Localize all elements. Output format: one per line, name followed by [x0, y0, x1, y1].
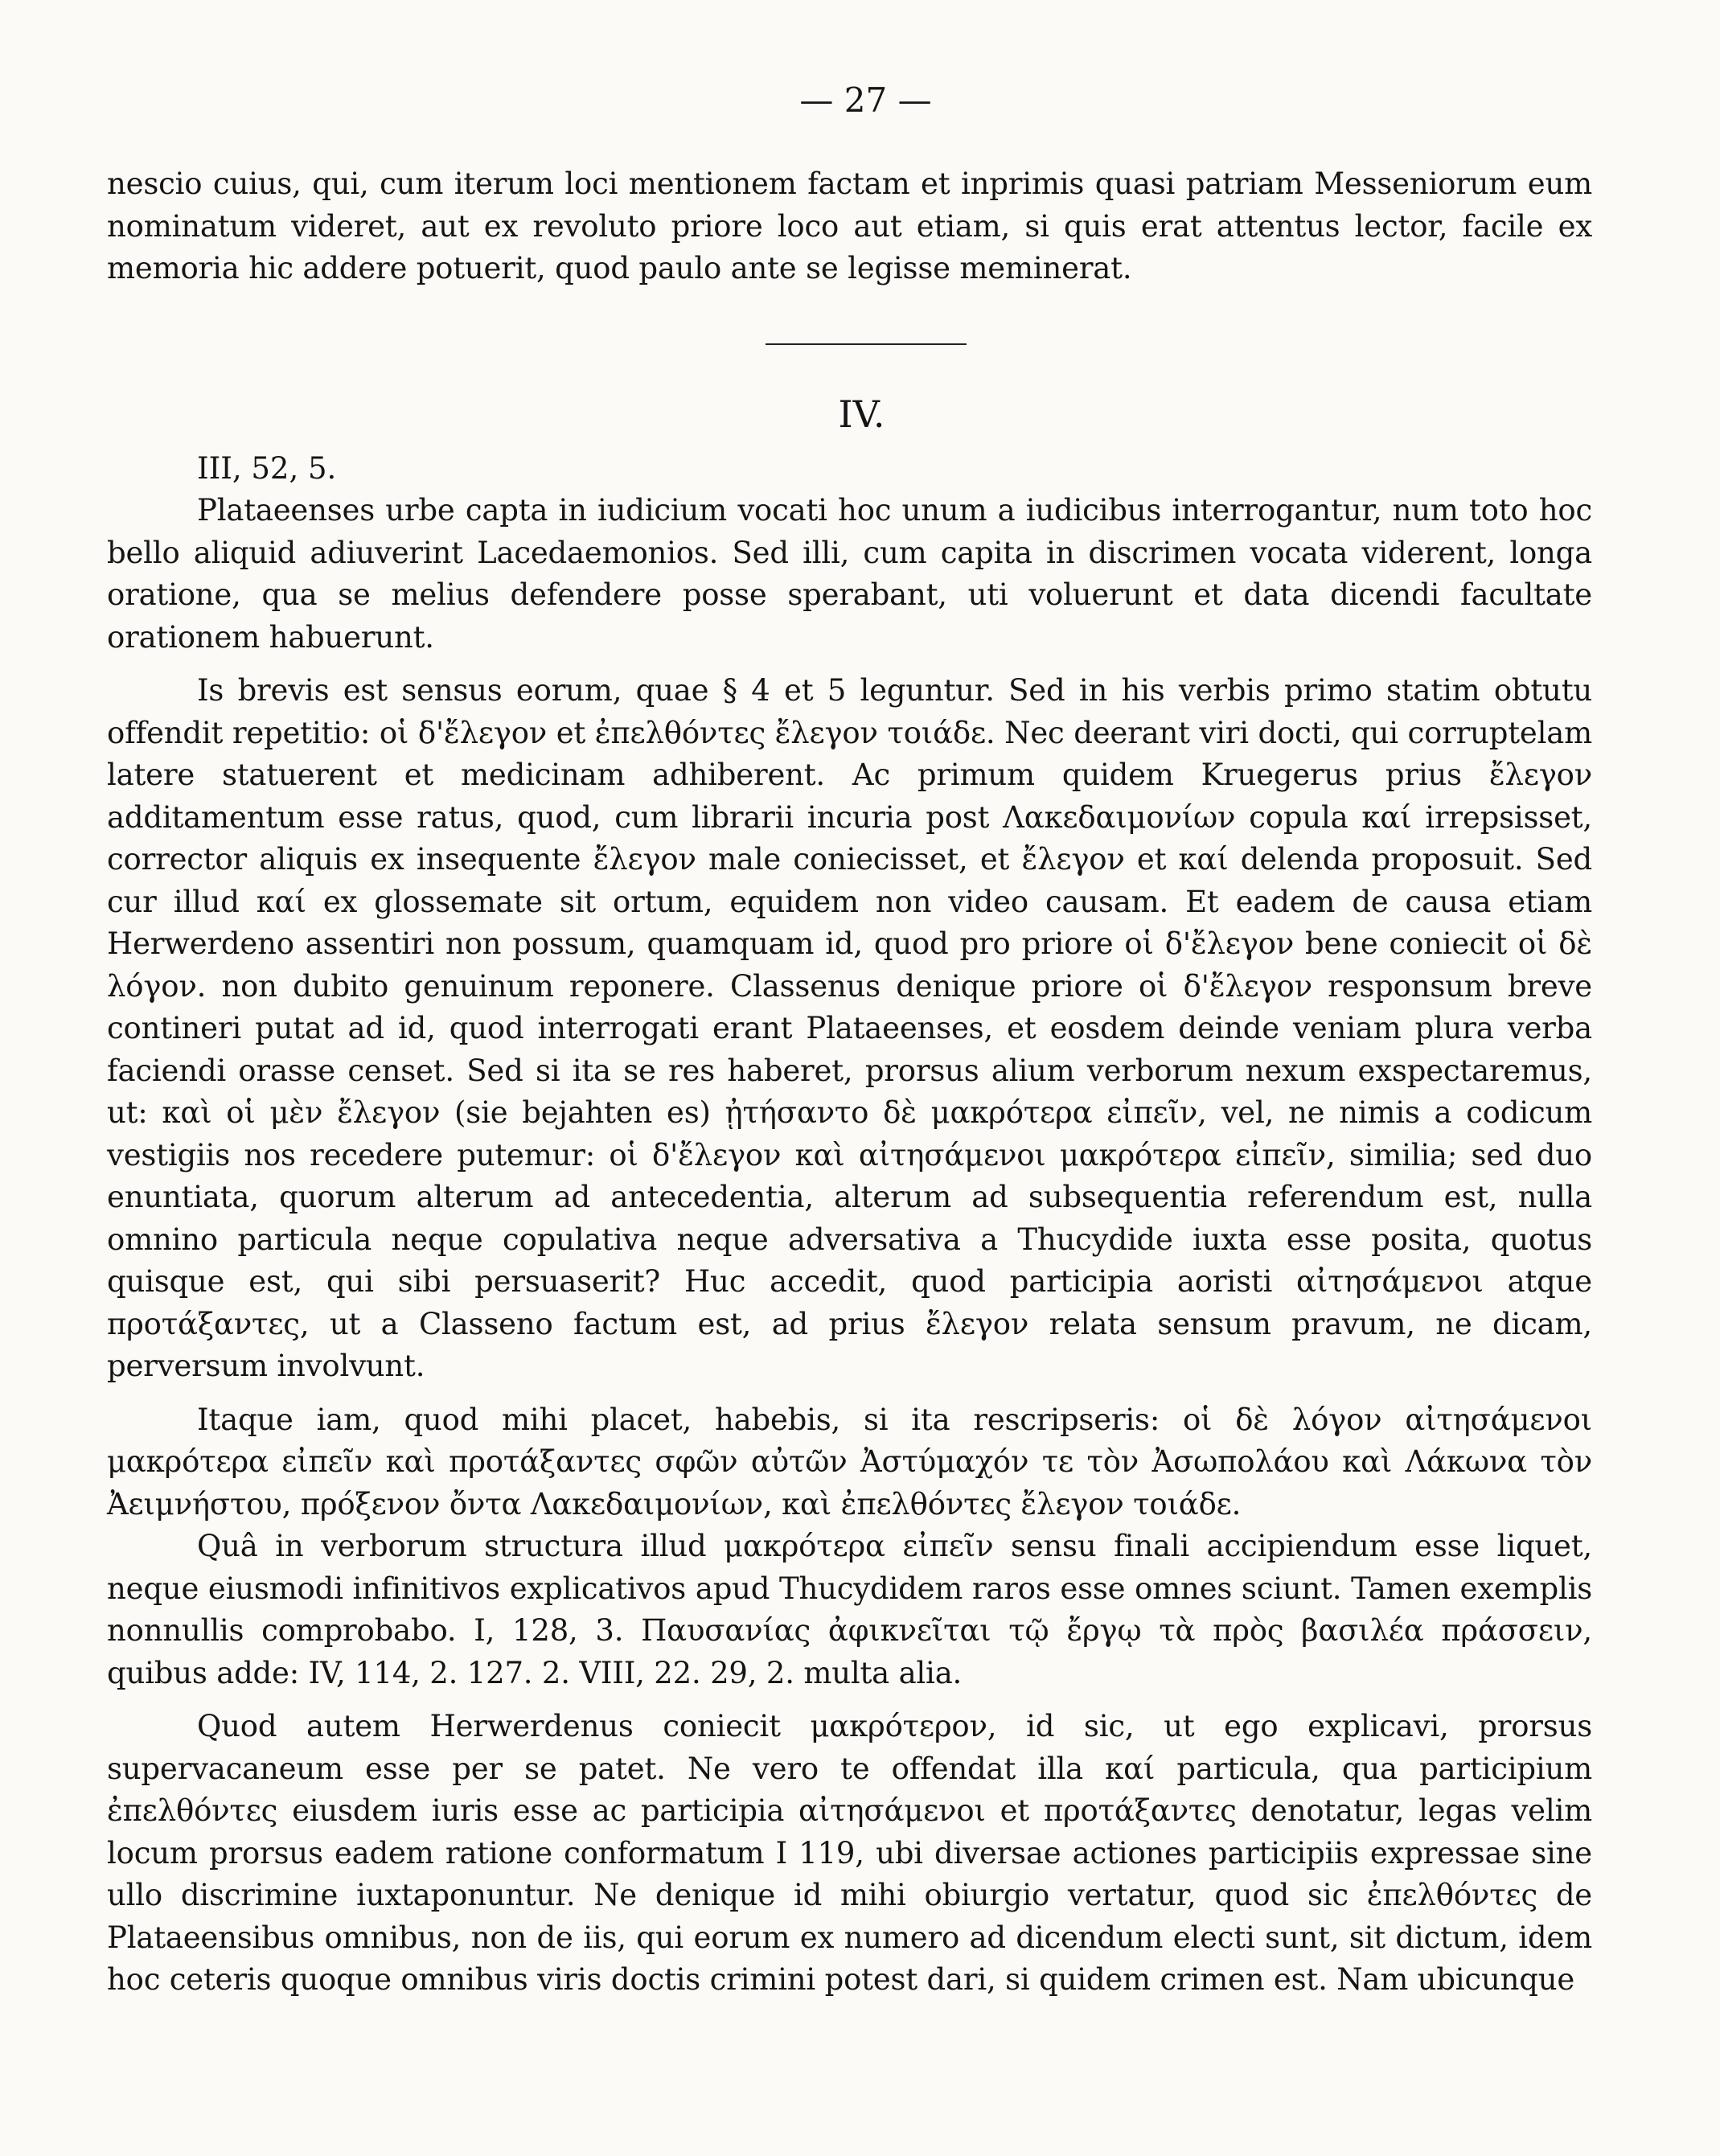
opening-paragraph: nescio cuius, qui, cum iterum loci mentionem factam et inprimis quasi patriam Messeniorum eum nominatum videret, aut ex revoluto priore loco aut etiam, si quis erat attentus lector, facile ex memoria hic addere potuerit, quod paulo ante se legisse meminerat. — [107, 166, 1592, 285]
body-paragraph: Plataeenses urbe capta in iudicium vocati hoc unum a iudicibus interrogantur, num toto hoc bello aliquid adiuverint Lacedaemonios. Sed illi, cum capita in discrimen vocata viderent, longa oratione, qua se melius defendere posse sperabant, uti voluerunt et data dicendi facultate orationem habuerunt. — [107, 493, 1592, 655]
section-divider — [766, 343, 967, 345]
section-number: IV. — [838, 392, 885, 436]
body-paragraph: Quod autem Herwerdenus coniecit μακρότερον, id sic, ut ego explicavi, prorsus supervacaneum esse per se patet. Ne vero te offendat illa καί particula, qua participium ἐπελθόντες eiusdem iuris esse ac participia αἰτησάμενοι et προτάξαντες denotatur, legas velim locum prorsus eadem ratione conformatum I 119, ubi diversae actiones participiis expressae sine ullo discrimine iuxtaponuntur. Ne denique id mihi obiurgio vertatur, quod sic ἐπελθόντες de Plataeensibus omnibus, non de iis, qui eorum ex numero ad dicendum electi sunt, sit dictum, idem hoc ceteris quoque omnibus viris doctis crimini potest dari, si quidem crimen est. Nam ubicunque — [107, 1709, 1592, 1997]
body-paragraph: Is brevis est sensus eorum, quae § 4 et 5 leguntur. Sed in his verbis primo statim obtutu offendit repetitio: οἱ δ'ἔλεγον et ἐπελθόντες ἔλεγον τοιάδε. Nec deerant viri docti, qui corruptelam latere statuerent et medicinam adhiberent. Ac primum quidem Kruegerus prius ἔλεγον additamentum esse ratus, quod, cum librarii incuria post Λακεδαιμονίων copula καί irrepsisset, corrector aliquis ex insequente ἔλεγον male coniecisset, et ἔλεγον et καί delenda proposuit. Sed cur illud καί ex glossemate sit ortum, equidem non video causam. Et eadem de causa etiam Herwerdeno assentiri non possum, quamquam id, quod pro priore οἱ δ'ἔλεγον bene coniecit οἱ δὲ λόγον. non dubito genuinum reponere. Classenus denique priore οἱ δ'ἔλεγον responsum breve contineri putat ad id, quod interrogati erant Plataeenses, et eosdem deinde veniam plura verba faciendi orasse censet. Sed si ita se res haberet, prorsus alium verborum nexum exspectaremus, ut: καὶ οἱ μὲν ἔλεγον (sie bejahten es) ᾐτήσαντο δὲ μακρότερα εἰπεῖν, vel, ne nimis a codicum vestigiis nos recedere putemur: οἱ δ'ἔλεγον καὶ αἰτησάμενοι μακρότερα εἰπεῖν, similia; sed duo enuntiata, quorum alterum ad antecedentia, alterum ad subsequentia referendum est, nulla omnino particula neque copulativa neque adversativa a Thucydide iuxta esse posita, quotus quisque est, qui sibi persuaserit? Huc accedit, quod participia aoristi αἰτησάμενοι atque προτάξαντες, ut a Classeno factum est, ad prius ἔλεγον relata sensum pravum, ne dicam, perversum involvunt. — [107, 673, 1592, 1383]
section-reference: III, 52, 5. — [197, 450, 337, 486]
body-paragraph: Itaque iam, quod mihi placet, habebis, si ita rescripseris: οἱ δὲ λόγον αἰτησάμενοι μακρότερα εἰπεῖν καὶ προτάξαντες σφῶν αὐτῶν Ἀστύμαχόν τε τὸν Ἀσωπολάου καὶ Λάκωνα τὸν Ἀειμνήστου, πρόξενον ὄντα Λακεδαιμονίων, καὶ ἐπελθόντες ἔλεγον τοιάδε. — [107, 1402, 1592, 1522]
page-number: — 27 — — [799, 80, 932, 120]
page — [107, 76, 1592, 2002]
body-paragraph: Quâ in verborum structura illud μακρότερα εἰπεῖν sensu finali accipiendum esse liquet, neque eiusmodi infinitivos explicativos apud Thucydidem raros esse omnes sciunt. Tamen exemplis nonnullis comprobabo. I, 128, 3. Παυσανίας ἀφικνεῖται τῷ ἔργῳ τὰ πρὸς βασιλέα πράσσειν, quibus adde: IV, 114, 2. 127. 2. VIII, 22. 29, 2. multa alia. — [107, 1529, 1592, 1690]
